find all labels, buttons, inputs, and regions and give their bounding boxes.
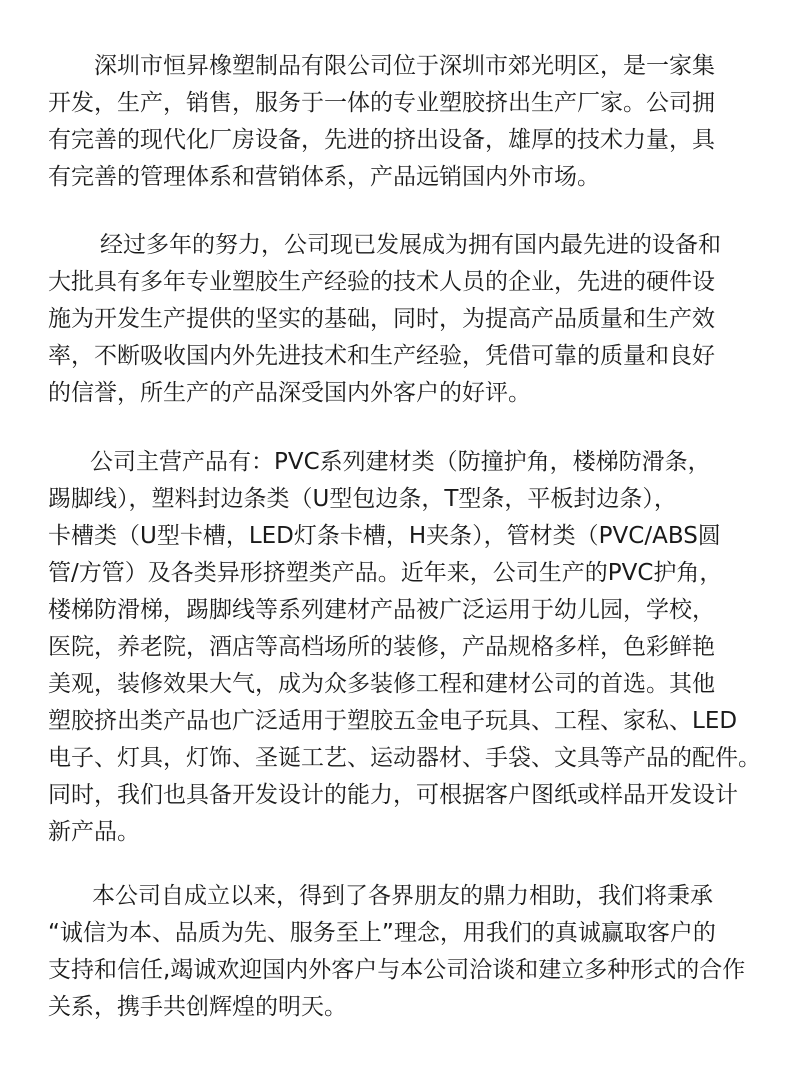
text-line: 管/方管）及各类异形挤塑类产品。近年来，公司生产的PVC护角，: [48, 560, 723, 586]
text-line: 开发，生产，销售，服务于一体的专业塑胶挤出生产厂家。公司拥: [48, 90, 715, 116]
text-line: 有完善的现代化厂房设备，先进的挤出设备，雄厚的技术力量，具: [48, 127, 715, 153]
text-line: 医院，养老院，酒店等高档场所的装修，产品规格多样，色彩鲜艳: [48, 634, 715, 660]
text-line: 经过多年的努力，公司现已发展成为拥有国内最先进的设备和: [100, 232, 721, 258]
text-line: 大批具有多年专业塑胶生产经验的技术人员的企业，先进的硬件设: [48, 269, 715, 295]
paragraph-products: [48, 444, 761, 851]
text-line: 深圳市恒昇橡塑制品有限公司位于深圳市郊光明区，是一家集: [94, 53, 715, 79]
text-line: 有完善的管理体系和营销体系，产品远销国内外市场。: [48, 164, 600, 190]
text-line: 楼梯防滑梯，踢脚线等系列建材产品被广泛运用于幼儿园，学校，: [48, 597, 715, 623]
text-line: 公司主营产品有：PVC系列建材类（防撞护角，楼梯防滑条，: [90, 449, 711, 475]
text-line: 本公司自成立以来，得到了各界朋友的鼎力相助，我们将秉承: [92, 883, 713, 909]
text-line: “诚信为本、品质为先、服务至上”理念，用我们的真诚赢取客户的: [48, 920, 716, 946]
text-line: 塑胶挤出类产品也广泛适用于塑胶五金电子玩具、工程、家私、LED: [48, 708, 738, 734]
text-line: 支持和信任,竭诚欢迎国内外客户与本公司洽谈和建立多种形式的合作: [48, 957, 746, 983]
text-line: 同时，我们也具备开发设计的能力，可根据客户图纸或样品开发设计: [48, 782, 738, 808]
text-line: 率，不断吸收国内外先进技术和生产经验，凭借可靠的质量和良好: [48, 343, 715, 369]
text-line: 关系，携手共创辉煌的明天。: [48, 994, 347, 1020]
text-line: 卡槽类（U型卡槽，LED灯条卡槽，H夹条），管材类（PVC/ABS圆: [48, 523, 721, 549]
text-line: 施为开发生产提供的坚实的基础，同时，为提高产品质量和生产效: [48, 306, 715, 332]
text-line: 踢脚线），塑料封边条类（U型包边条，T型条，平板封边条），: [48, 486, 677, 512]
text-line: 电子、灯具，灯饰、圣诞工艺、运动器材、手袋、文具等产品的配件。: [48, 745, 761, 771]
paragraph-closing: [48, 878, 748, 1026]
text-line: 美观，装修效果大气，成为众多装修工程和建材公司的首选。其他: [48, 671, 715, 697]
text-line: 新产品。: [48, 819, 140, 845]
paragraph-introduction: [48, 48, 748, 196]
paragraph-development: [48, 227, 748, 412]
text-line: 的信誉，所生产的产品深受国内外客户的好评。: [48, 380, 531, 406]
